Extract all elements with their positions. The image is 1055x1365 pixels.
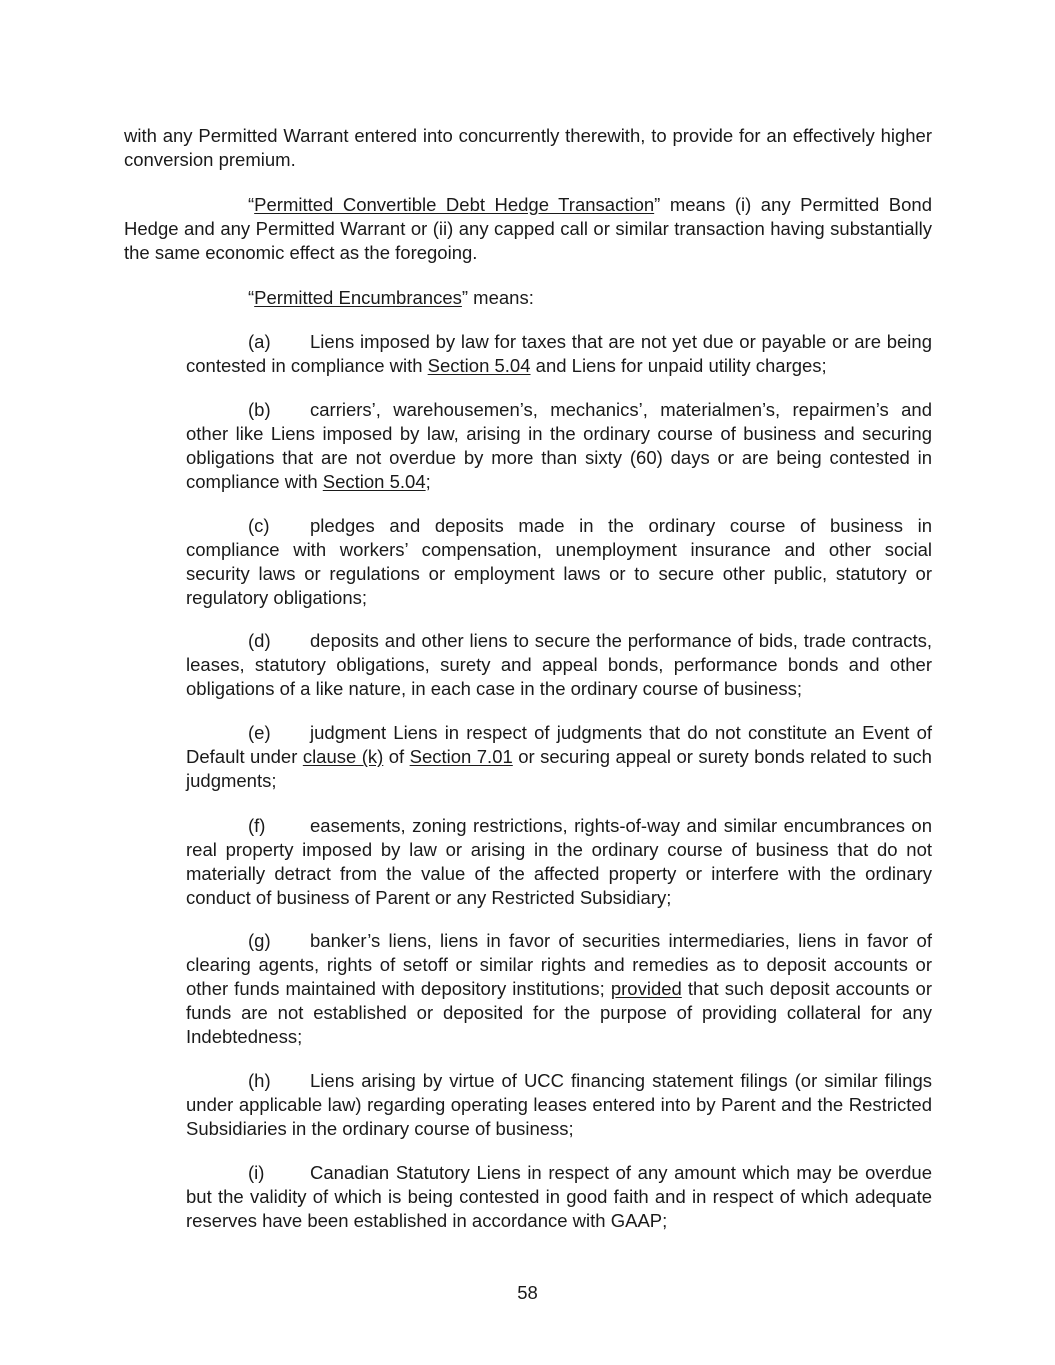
clause-label: (e) — [248, 722, 271, 743]
clause-f: (f) easements, zoning restrictions, rights-of-way and similar encumbrances on real property imposed by law or arising in the ordinary course of business that do not materially detract from the value of the affected property or interfere with the ordinary conduct of business of Parent or any Restricted Subsidiary; — [186, 815, 932, 908]
clause-label: (b) — [248, 399, 271, 420]
clause-label: (i) — [248, 1162, 265, 1183]
clause-e: (e) judgment Liens in respect of judgments that do not constitute an Event of Default under clause (k) of Section 7.01 or securing appeal or surety bonds related to such judgments; — [186, 722, 932, 791]
clause-label: (c) — [248, 515, 270, 536]
cross-reference: Section 5.04 — [427, 355, 531, 376]
page-number: 58 — [517, 1282, 538, 1303]
clause-label: (d) — [248, 630, 271, 651]
definition-hedge-transaction: “Permitted Convertible Debt Hedge Transaction” means (i) any Permitted Bond Hedge and any Permitted Warrant or (ii) any capped call or similar transaction having substantially the same economic effect as the foregoing. — [124, 194, 932, 263]
provided-term: provided — [610, 978, 682, 999]
cross-reference: Section 5.04 — [322, 471, 426, 492]
intro-paragraph — [124, 124, 932, 172]
clause-label: (g) — [248, 930, 271, 951]
clause-b: (b) carriers’, warehousemen’s, mechanics’, materialmen’s, repairmen’s and other like Liens imposed by law, arising in the ordinary course of business and securing obligations that are not overdue by more than sixty (60) days or are being contested in compliance with Section 5.04; — [186, 399, 932, 492]
clause-i: (i) Canadian Statutory Liens in respect of any amount which may be overdue but the validity of which is being contested in good faith and in respect of which adequate reserves have been established in accordance with GAAP; — [186, 1162, 932, 1231]
clause-c: (c) pledges and deposits made in the ordinary course of business in compliance with workers’ compensation, unemployment insurance and other social security laws or regulations or employment laws or to secure other public, statutory or regulatory obligations; — [186, 515, 932, 608]
clause-g: (g) banker’s liens, liens in favor of securities intermediaries, liens in favor of clearing agents, rights of setoff or similar rights and remedies as to deposit accounts or other funds maintained with depository institutions; provided that such deposit accounts or funds are not established or deposited for the purpose of providing collateral for any Indebtedness; — [186, 930, 932, 1047]
definition-permitted-encumbrances: “Permitted Encumbrances” means: — [248, 287, 534, 308]
intro-text: with any Permitted Warrant entered into concurrently therewith, to provide for an effectively higher conversion premium. — [124, 125, 932, 170]
clause-label: (f) — [248, 815, 266, 836]
clause-h: (h) Liens arising by virtue of UCC financing statement filings (or similar filings under applicable law) regarding operating leases entered into by Parent and the Restricted Subsidiaries in the ordinary course of business; — [186, 1070, 932, 1139]
clause-label: (a) — [248, 331, 271, 352]
cross-reference: clause (k) — [302, 746, 384, 767]
clause-label: (h) — [248, 1070, 271, 1091]
cross-reference: Section 7.01 — [409, 746, 513, 767]
defined-term: Permitted Encumbrances — [254, 287, 462, 308]
clause-d: (d) deposits and other liens to secure the performance of bids, trade contracts, leases, statutory obligations, surety and appeal bonds, performance bonds and other obligations of a like nature, in each case in the ordinary course of business; — [186, 630, 932, 699]
clause-a: (a) Liens imposed by law for taxes that are not yet due or payable or are being contested in compliance with Section 5.04 and Liens for unpaid utility charges; — [186, 331, 932, 376]
defined-term: Permitted Convertible Debt Hedge Transaction — [254, 194, 655, 215]
